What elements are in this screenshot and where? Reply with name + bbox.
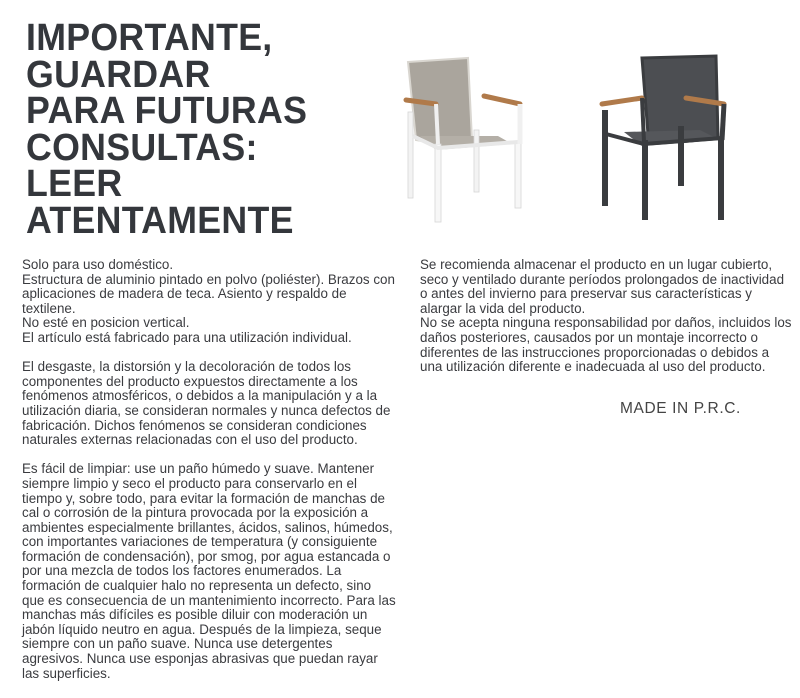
paragraph: El artículo está fabricado para una utilización individual. <box>22 329 352 345</box>
paragraph: Solo para uso doméstico. <box>22 257 174 272</box>
paragraph: No se acepta ninguna responsabilidad por daños, incluidos los daños posteriores, causados por un montaje incorrecto o diferentes de las instrucciones proporcionadas o debidos a una utilización diferente e inadecuada al uso del producto. <box>420 315 792 375</box>
title-line: IMPORTANTE, <box>26 17 273 59</box>
title-line: GUARDAR <box>26 53 211 96</box>
paragraph: El desgaste, la distorsión y la decoloración de todos los componentes del producto expuestos directamente a los fenómenos atmosféricos, o debidos a la manipulación y a la utilización diaria, se consideran normales y nunca defectos de fabricación. Dichos fenómenos se consideran condiciones naturales externas relacionadas con el uso del producto. <box>22 359 391 448</box>
paragraph: Es fácil de limpiar: use un paño húmedo y suave. Mantener siempre limpio y seco el producto para conservarlo en el tiempo y, sobre todo, para evitar la formación de manchas de cal o corrosión de la pintura provocada por la exposición a ambientes especialmente brillantes, ácidos, salinos, húmedos, con importantes variaciones de temperatura (y consiguiente formación de condensación), por smog, por agua estancada o por una mezcla de todos los factores enumerados. La formación de cualquier halo no representa un defecto, sino que es consecuencia de un mantenimiento incorrecto. Para las manchas más difíciles es posible diluir con moderación un jabón líquido neutro en agua. Después de la limpieza, seque siempre con un paño suave. Nunca use detergentes agresivos. Nunca use esponjas abrasivas que puedan rayar las superficies. <box>22 461 396 681</box>
paragraph: No esté en posicion vertical. <box>22 315 190 331</box>
title-line: PARA FUTURAS <box>26 90 308 132</box>
paragraph: Estructura de aluminio pintado en polvo (poliéster). Brazos con aplicaciones de madera de teca. Asiento y respaldo de textilene. <box>22 271 395 316</box>
title-line: ATENTAMENTE <box>26 199 294 242</box>
spacer <box>22 448 397 463</box>
right-column-text <box>420 258 792 375</box>
chair-light-icon <box>406 58 521 222</box>
title-line: CONSULTAS: <box>26 126 258 169</box>
made-in-label: MADE IN P.R.C. <box>620 400 741 417</box>
paragraph: Se recomienda almacenar el producto en un lugar cubierto, seco y ventilado durante períodos prolongados de inactividad o antes del invierno para preservar sus características y alargar la vida del producto. <box>420 257 785 316</box>
title-line: LEER <box>26 163 123 205</box>
left-column-text <box>22 258 397 681</box>
page-title <box>26 17 364 242</box>
spacer <box>22 346 397 361</box>
chair-dark-icon <box>602 56 724 220</box>
product-photo <box>380 40 800 240</box>
